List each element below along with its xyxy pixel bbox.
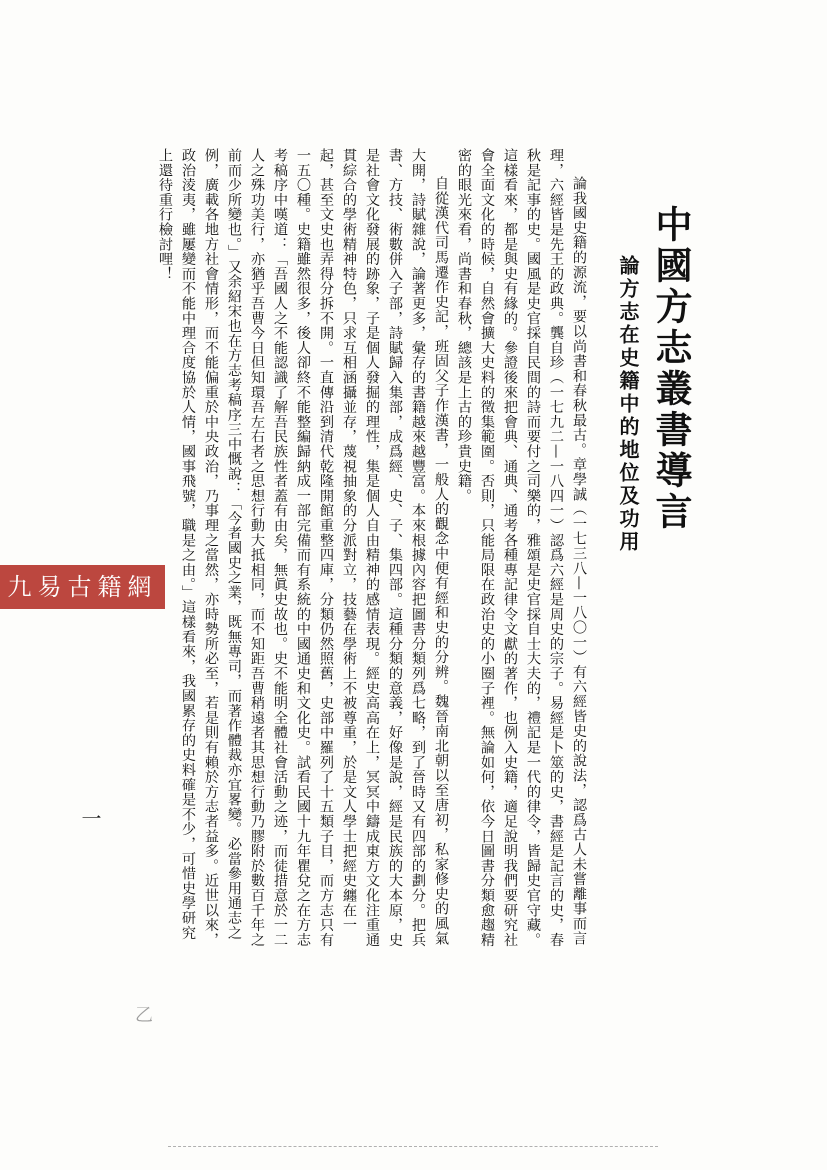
stray-mark: 乙: [135, 1005, 153, 1026]
paragraph-1: 論我國史籍的源流，要以尚書和春秋最古。章學誠（一七三八—一八〇一）有六經皆史的說法，認爲古人未嘗離事而言理，六經皆是先王的政典。龔自珍（一七九二—一八四一）認爲六經是周史的宗子。易經是卜筮的史，書經是記言的史，春秋是記事的史。國風是史官採自民間的詩而要付之司樂的，雅頌是史官採自士大夫的，禮記是一代的律令，皆歸史官守藏。這樣看來，都是與史有緣的。參證後來把會典、通典、通考各種專記律令文獻的著作，也例入史籍，適足說明我們要研究社會全面文化的時候，自然會擴大史料的徵集範圍。否則，只能局限在政治史的小圈子裡。無論如何，依今日圖書分類愈趨精密的眼光來看，尚書和春秋，總該是上古的珍貴史籍。: [456, 148, 587, 948]
bottom-rule: [168, 1146, 658, 1147]
paragraph-2: 自從漢代司馬遷作史記，班固父子作漢書，一般人的觀念中便有經和史的分辨。魏晉南北朝以至唐初，私家修史的風氣大開，詩賦雜說，論著更多，彙存的書籍越來越豐富。本來根據內容把圖書分類列爲七略，到了晉時又有四部的劃分。把兵書、方技、術數併入子部，詩賦歸入集部，成爲經、史、子、集四部。這種分類的意義，好像是說，經是民族的大本原，史是社會文化發展的跡象，子是個人發掘的理性，集是個人自由精神的感情表現。經史高高在上，冥冥中鑄成東方文化注重通貫綜合的學術精神特色，只求互相涵攝並存，蔑視抽象的分派對立，技藝在學術上不被尊重，於是文人學士把經史纏在一起，甚至文史也弄得分拆不開。一直傳沿到清代乾隆開館重整四庫，分類仍然照舊，史部中羅列了十五類子目，而方志只有一五〇種。史籍雖然很多，後人卻終不能整編歸納成一部完備而有系統的中國通史和文化史。試看民國十九年瞿兌之在方志考稿序中嘆道：「吾國人之不能認識了解吾民族性者蓋有由矣，無眞史故也。史不能明全體社會活動之迹，而徒措意於一二人之殊功美行，亦猶乎吾曹今日但知環吾左右者之思想行動大抵相同，而不知距吾曹稍遠者其思想行動乃膠附於數百千年之前而少所變也。」又余紹宋也在方志考稿序三中慨說：「今者國史之業，既無專司，而著作體裁亦宜畧變。必當參用通志之例，廣載各地方社會情形，而不能偏重於中央政治，乃事理之當然，亦時勢所必至，若是則有賴於方志者益多。近世以來，政治淩夷，雖屢變而不能中理合度協於人情，國事飛號，職是之由。」這樣看來，我國累存的史料確是不少，可惜史學研究上還待重行檢討哩！: [157, 148, 449, 948]
page-number: 一: [78, 808, 102, 828]
page-subtitle: 論方志在史籍中的地位及功用: [616, 255, 640, 554]
body-text: [100, 148, 590, 948]
page-title: 中國方志叢書導言: [649, 205, 693, 533]
watermark-badge: 九易古籍網: [0, 565, 165, 609]
